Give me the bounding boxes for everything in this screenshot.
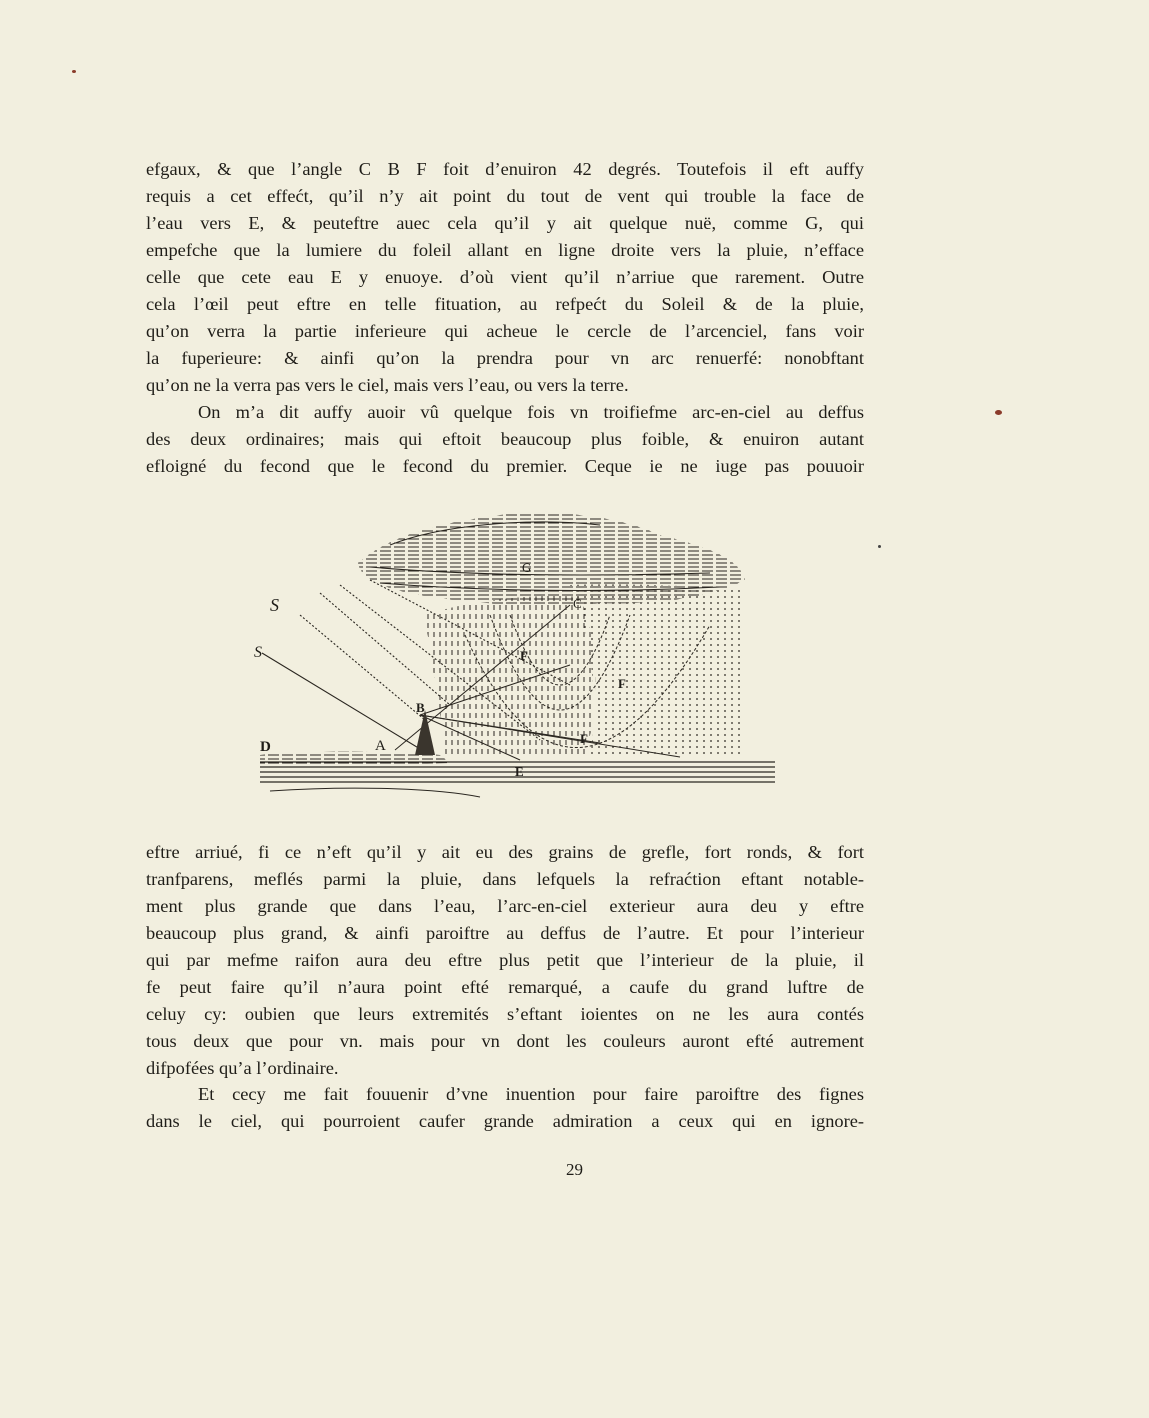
- paper-speck: [995, 410, 1002, 415]
- label-f-right: F: [618, 676, 626, 691]
- text-line: Et cecy me fait fouuenir d’vne inuention pour faire paroiftre des fignes: [198, 1084, 864, 1104]
- text-line: dans le ciel, qui pourroient caufer grande admiration a ceux qui en ignore-: [146, 1111, 864, 1131]
- text-line: difpofées qu’a l’ordinaire.: [146, 1058, 339, 1078]
- text-line: tranfparens, meflés parmi la pluie, dans lefquels la refraćtion eftant notable-: [146, 869, 864, 889]
- label-e: E: [515, 764, 524, 779]
- text-line: empefche que la lumiere du foleil allant en ligne droite vers la pluie, n’efface: [146, 240, 864, 260]
- text-line: qu’on ne la verra pas vers le ciel, mais vers l’eau, ou vers la terre.: [146, 375, 629, 395]
- label-f-upper: F: [520, 648, 528, 663]
- rain-area: [425, 584, 745, 755]
- paragraph-3: [146, 839, 864, 1082]
- text-line: efgaux, & que l’angle C B F foit d’enuiron 42 degrés. Toutefois il eft auffy: [146, 159, 864, 179]
- label-s-upper: S: [270, 595, 279, 615]
- text-line: On m’a dit auffy auoir vû quelque fois vn troifiefme arc-en-ciel au deffus: [198, 402, 864, 422]
- label-g: G: [522, 560, 532, 575]
- text-line: qu’on verra la partie inferieure qui acheue le cercle de l’arcenciel, fans voir: [146, 321, 864, 341]
- text-line: la fuperieure: & ainfi qu’on la prendra pour vn arc renuerfé: nonobftant: [146, 348, 864, 368]
- text-line: celle que cete eau E y enuoye. d’où vient qu’il n’arriue que rarement. Outre: [146, 267, 864, 287]
- label-d: D: [260, 739, 271, 755]
- text-line: tous deux que pour vn. mais pour vn dont les couleurs auront efté autrement: [146, 1031, 864, 1051]
- paragraph-1: [146, 156, 864, 399]
- paper-speck: [878, 545, 881, 548]
- text-line: fe peut faire qu’il n’aura point efté remarqué, a caufe du grand luftre de: [146, 977, 864, 997]
- label-b: B: [416, 700, 425, 715]
- text-line: eftre arriué, fi ce n’eft qu’il y ait eu des grains de grefle, fort ronds, & fort: [146, 842, 864, 862]
- label-s-lower: S: [254, 644, 262, 661]
- text-line: celuy cy: oubien que leurs extremités s’eftant ioientes on ne les aura contés: [146, 1004, 864, 1024]
- text-line: qui par mefme raifon aura deu eftre plus petit que l’interieur de la pluie, il: [146, 950, 864, 970]
- paragraph-2: [146, 399, 864, 480]
- text-line: l’eau vers E, & peuteftre auec cela qu’il y ait quelque nuë, comme G, qui: [146, 213, 864, 233]
- label-a: A: [375, 738, 386, 754]
- label-f-lower: F: [580, 731, 588, 746]
- text-line: ment plus grande que dans l’eau, l’arc-en-ciel exterieur aura deu y eftre: [146, 896, 864, 916]
- label-c: C: [573, 596, 582, 611]
- rainbow-diagram: [240, 505, 780, 810]
- text-line: requis a cet effećt, qu’il n’y ait point du tout de vent qui trouble la face de: [146, 186, 864, 206]
- paragraph-4: [146, 1081, 864, 1135]
- paper-speck: [72, 70, 76, 73]
- text-line: des deux ordinaires; mais qui eftoit beaucoup plus foible, & enuiron autant: [146, 429, 864, 449]
- page-number: 29: [566, 1160, 583, 1179]
- text-line: efloigné du fecond que le fecond du premier. Ceque ie ne iuge pas pouuoir: [146, 456, 864, 476]
- text-line: cela l’œil peut eftre en telle fituation, au refpećt du Soleil & de la pluie,: [146, 294, 864, 314]
- text-line: beaucoup plus grand, & ainfi paroiftre au deffus de l’autre. Et pour l’interieur: [146, 923, 864, 943]
